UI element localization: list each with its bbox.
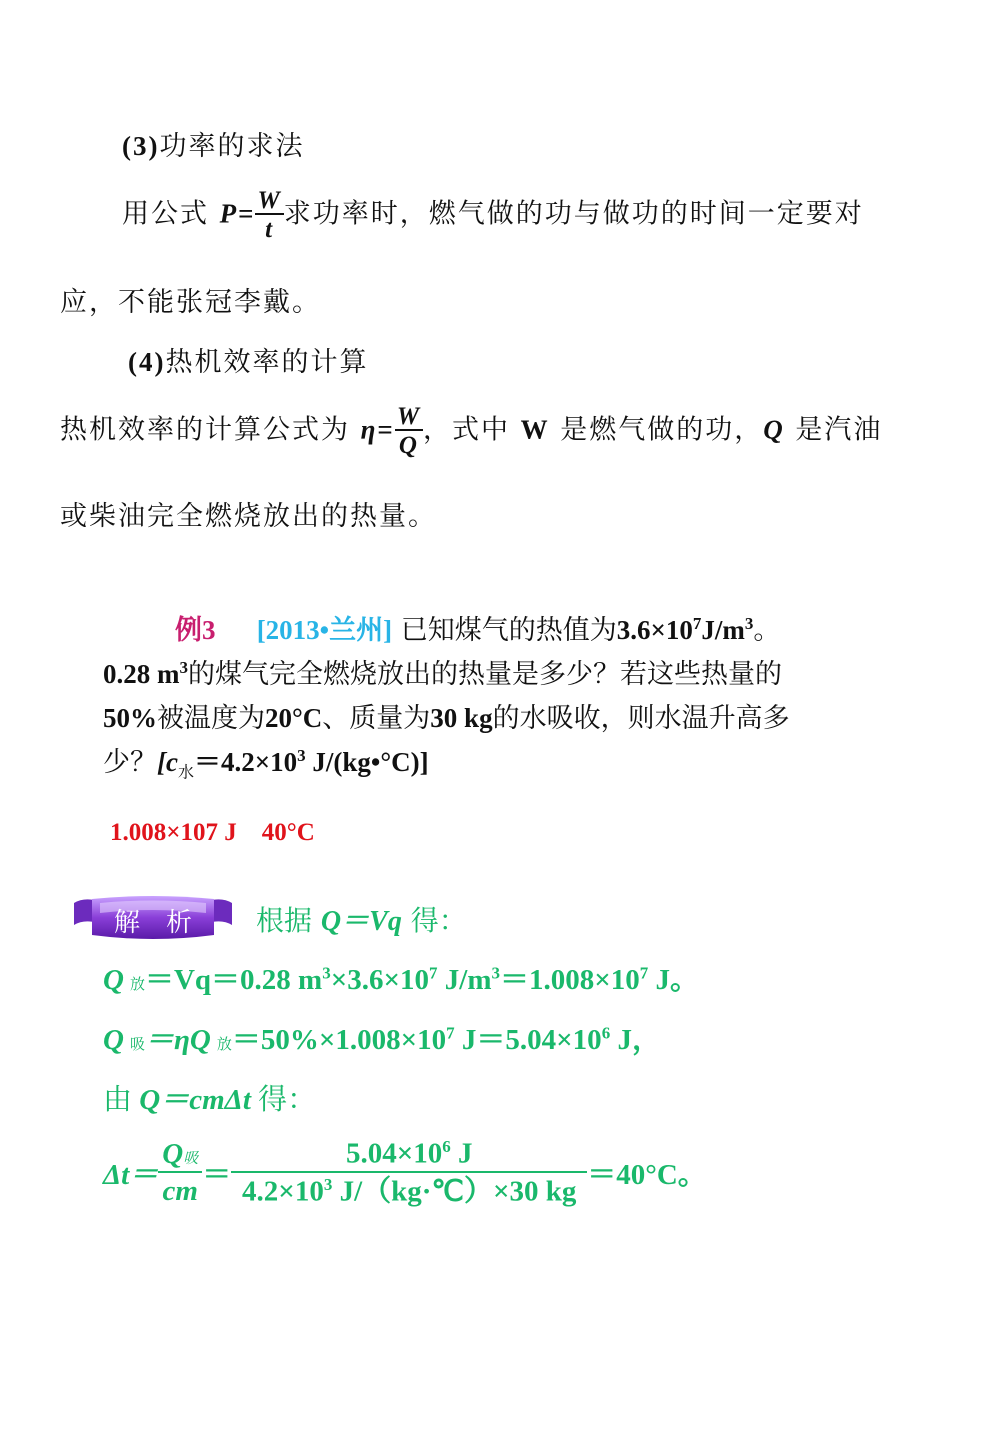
section4-number: (4) <box>128 347 166 377</box>
section3-line2: 应，不能张冠李戴。 <box>60 287 321 318</box>
example-line1 <box>175 608 780 647</box>
formula-symbol: η <box>360 414 378 445</box>
fraction-denominator <box>231 1173 587 1207</box>
symbol-q: Q <box>763 414 785 445</box>
formula-symbol: P <box>219 198 239 229</box>
formula: Q＝cmΔt <box>139 1084 251 1116</box>
result: ＝40°C。 <box>587 1159 707 1192</box>
exponent: 3 <box>322 963 331 983</box>
exponent: 6 <box>442 1137 451 1156</box>
number: 3.6×10 <box>616 615 693 645</box>
equals: ＝ <box>202 1159 232 1192</box>
section3-line1 <box>122 188 864 242</box>
fraction-numerator <box>158 1139 202 1173</box>
example-line3 <box>103 696 790 735</box>
exponent: 7 <box>692 614 702 633</box>
formula: Q＝Vq <box>320 906 402 937</box>
exponent: 7 <box>639 963 649 983</box>
number: 0.28 m <box>103 659 180 689</box>
symbol-w: W <box>520 414 550 445</box>
section4-title: 热机效率的计算 <box>165 347 369 378</box>
solution-eq3 <box>103 1077 316 1118</box>
formula: [c <box>157 747 178 777</box>
text: 已知煤气的热值为 <box>400 615 617 646</box>
text: 由 <box>103 1082 133 1116</box>
expression: J。 <box>648 964 700 996</box>
text: 根据 <box>256 904 313 937</box>
subscript: 吸 <box>129 1035 145 1053</box>
expression: ×3.6×10 <box>330 964 430 996</box>
text: 的煤气完全燃烧放出的热量是多少？若这些热量的 <box>188 659 782 690</box>
fraction-numerator: W <box>257 187 282 214</box>
number: 50% <box>103 703 157 733</box>
expression: J/m <box>437 964 492 996</box>
solution-intro <box>256 899 467 939</box>
expression: J <box>450 1137 473 1170</box>
power-fraction <box>255 188 283 242</box>
subscript: 放 <box>216 1035 232 1053</box>
expression: ＝Vq＝0.28 m <box>144 964 323 996</box>
unit: J/(kg•°C)] <box>305 747 429 777</box>
fraction-numerator: W <box>396 403 422 430</box>
text: 是汽油 <box>795 414 883 446</box>
exponent: 3 <box>491 963 500 983</box>
section4-line1 <box>60 404 882 458</box>
fraction-temperature <box>231 1138 587 1207</box>
expression: Δt＝ <box>103 1159 159 1192</box>
text: 的水吸收，则水温升高多 <box>492 703 790 734</box>
exponent: 3 <box>179 658 188 677</box>
section4-line2: 或柴油完全燃烧放出的热量。 <box>60 501 437 532</box>
example-label: 例3 <box>175 615 216 645</box>
section3-heading <box>122 124 304 163</box>
exponent: 3 <box>297 746 306 765</box>
unit: J/m <box>701 615 745 645</box>
solution-eq4 <box>103 1138 707 1207</box>
exponent: 7 <box>429 963 438 983</box>
text: 被温度为 <box>157 703 265 734</box>
formula-equals: = <box>238 198 256 229</box>
exponent: 7 <box>446 1023 455 1043</box>
fraction-denominator: t <box>265 216 275 243</box>
fraction-denominator: Q <box>398 432 419 459</box>
example-answer: 1.008×107 J 40°C <box>110 819 315 846</box>
expression: ＝ηQ <box>144 1024 211 1056</box>
expression: J， <box>610 1024 661 1056</box>
text: 得： <box>258 1082 317 1116</box>
text: 求功率时，燃气做的功与做功的时间一定要对 <box>283 198 864 230</box>
number: 30 kg <box>430 703 493 733</box>
expression: 5.04×10 <box>345 1137 443 1170</box>
expression: ＝1.008×10 <box>499 964 640 996</box>
text: 得： <box>410 904 467 937</box>
symbol-q: Q <box>162 1137 184 1170</box>
fraction-denominator: cm <box>162 1175 198 1208</box>
efficiency-fraction <box>395 404 423 458</box>
text: 是燃气做的功， <box>560 414 764 446</box>
number: 20°C <box>265 703 323 733</box>
expression: 4.2×10 <box>242 1175 324 1208</box>
symbol-q: Q <box>103 1024 124 1056</box>
fraction-numerator <box>231 1138 587 1173</box>
text: 热机效率的计算公式为 <box>60 414 350 446</box>
subscript: 放 <box>129 975 145 993</box>
formula-equals: = <box>377 414 395 445</box>
text: 少？ <box>103 747 157 778</box>
text: ，式中 <box>423 414 511 446</box>
section3-title: 功率的求法 <box>159 131 305 162</box>
subscript: 水 <box>177 762 194 782</box>
solution-eq1 <box>103 957 699 998</box>
text: 。 <box>753 615 781 646</box>
exponent: 6 <box>601 1023 611 1043</box>
example-line2 <box>103 652 782 691</box>
example-line4 <box>103 740 429 782</box>
text: 、质量为 <box>322 703 431 734</box>
fraction-q-over-cm <box>158 1139 202 1207</box>
expression: J/（kg·℃）×30 kg <box>332 1175 577 1208</box>
section4-heading <box>128 340 368 379</box>
exponent: 3 <box>744 614 754 633</box>
expression: ＝50%×1.008×10 <box>231 1024 447 1056</box>
subscript: 吸 <box>183 1148 199 1167</box>
section3-number: (3) <box>122 131 160 161</box>
solution-badge <box>72 893 234 945</box>
symbol-q: Q <box>103 964 124 996</box>
badge-label: 解 析 <box>113 908 192 938</box>
example-source: [2013•兰州] <box>256 615 393 645</box>
text: 用公式 <box>122 198 209 230</box>
solution-eq2 <box>103 1017 661 1058</box>
expression: J＝5.04×10 <box>454 1024 602 1056</box>
number: ＝4.2×10 <box>194 747 298 777</box>
exponent: 3 <box>323 1175 333 1195</box>
